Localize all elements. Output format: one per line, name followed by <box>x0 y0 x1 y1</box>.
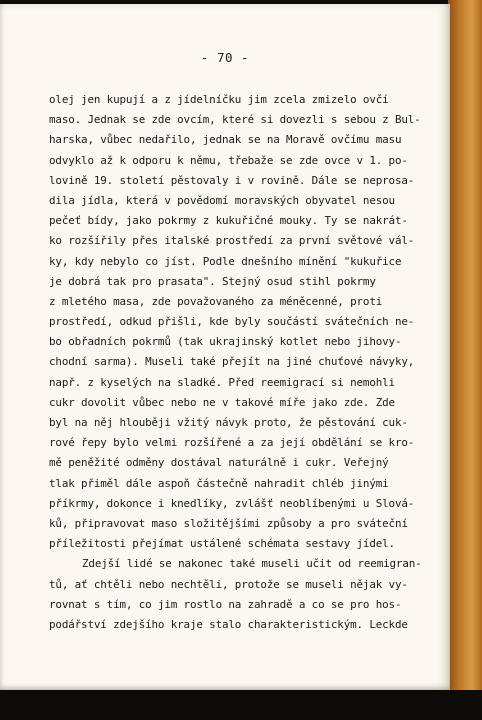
text-line: ky, kdy nebylo co jíst. Podle dnešního mínění "kukuřice <box>49 254 402 268</box>
text-line: ků, připravovat maso složitějšími způsoby a pro sváteční <box>49 516 408 530</box>
text-line: harska, vůbec nedařilo, jednak se na Moravě ovčímu masu <box>49 133 402 147</box>
body-text <box>49 90 422 635</box>
text-line: bo obřadních pokrmů (tak ukrajinský kotlet nebo jihovy- <box>49 335 402 349</box>
text-line: ko rozšířily přes italské prostředí za první světové vál- <box>49 234 415 248</box>
text-line: cukr dovolit vůbec nebo ne v takové míře jako zde. Zde <box>49 395 395 409</box>
text-line: např. z kyselých na sladké. Před reemigrací si nemohli <box>49 375 395 389</box>
text-line: lovině 19. století pěstovaly i v rovině. Dále se neprosa- <box>49 173 415 187</box>
text-line: příležitosti přejímat ustálené schémata sestavy jídel. <box>49 537 395 551</box>
text-line: rové řepy bylo velmi rozšířené a za její obdělání se kro- <box>49 436 415 450</box>
text-line: pečeť bídy, jako pokrmy z kukuřičné mouky. Ty se nakrát- <box>49 214 408 228</box>
text-line: odvyklo až k odporu k němu, třebaže se zde ovce v 1. po- <box>49 153 408 167</box>
page-number: - 70 - <box>200 50 250 65</box>
text-line: Zdejší lidé se nakonec také museli učit od reemigran- <box>82 557 422 571</box>
text-line: olej jen kupují a z jídelníčku jim zcela zmizelo ovčí <box>49 93 389 106</box>
text-line: je dobrá tak pro prasata". Stejný osud stihl pokrmy <box>49 274 376 288</box>
text-line: rovnat s tím, co jim rostlo na zahradě a co se pro hos- <box>49 597 402 611</box>
text-line: tů, ať chtěli nebo nechtěli, protože se museli nějak vy- <box>49 577 408 591</box>
text-line: příkrmy, dokonce i knedlíky, zvlášť neoblíbenými u Slová- <box>49 496 415 510</box>
text-line: z mletého masa, zde považovaného za méněcenné, proti <box>49 294 383 308</box>
text-line: chodní sarma). Museli také přejít na jiné chuťové návyky, <box>49 355 415 369</box>
scan-background <box>0 690 482 720</box>
text-line: dila jídla, která v povědomí moravských obyvatel nesou <box>49 193 395 207</box>
text-line: byl na něj hlouběji vžitý návyk proto, že pěstování cuk- <box>49 416 408 429</box>
text-line: maso. Jednak se zde ovcím, které si dovezli s sebou z Bul- <box>49 113 421 127</box>
book-spine <box>448 0 482 705</box>
text-line: mě peněžité odměny dostával naturálně i cukr. Veřejný <box>49 456 389 470</box>
text-line: podářství zdejšího kraje stalo charakteristickým. Leckde <box>49 617 408 631</box>
text-line: tlak přiměl dále aspoň částečně nahradit chléb jinými <box>49 476 389 490</box>
text-line: prostředí, odkud přišli, kde byly součástí svátečních ne- <box>49 315 415 329</box>
page-sheet <box>0 4 450 692</box>
